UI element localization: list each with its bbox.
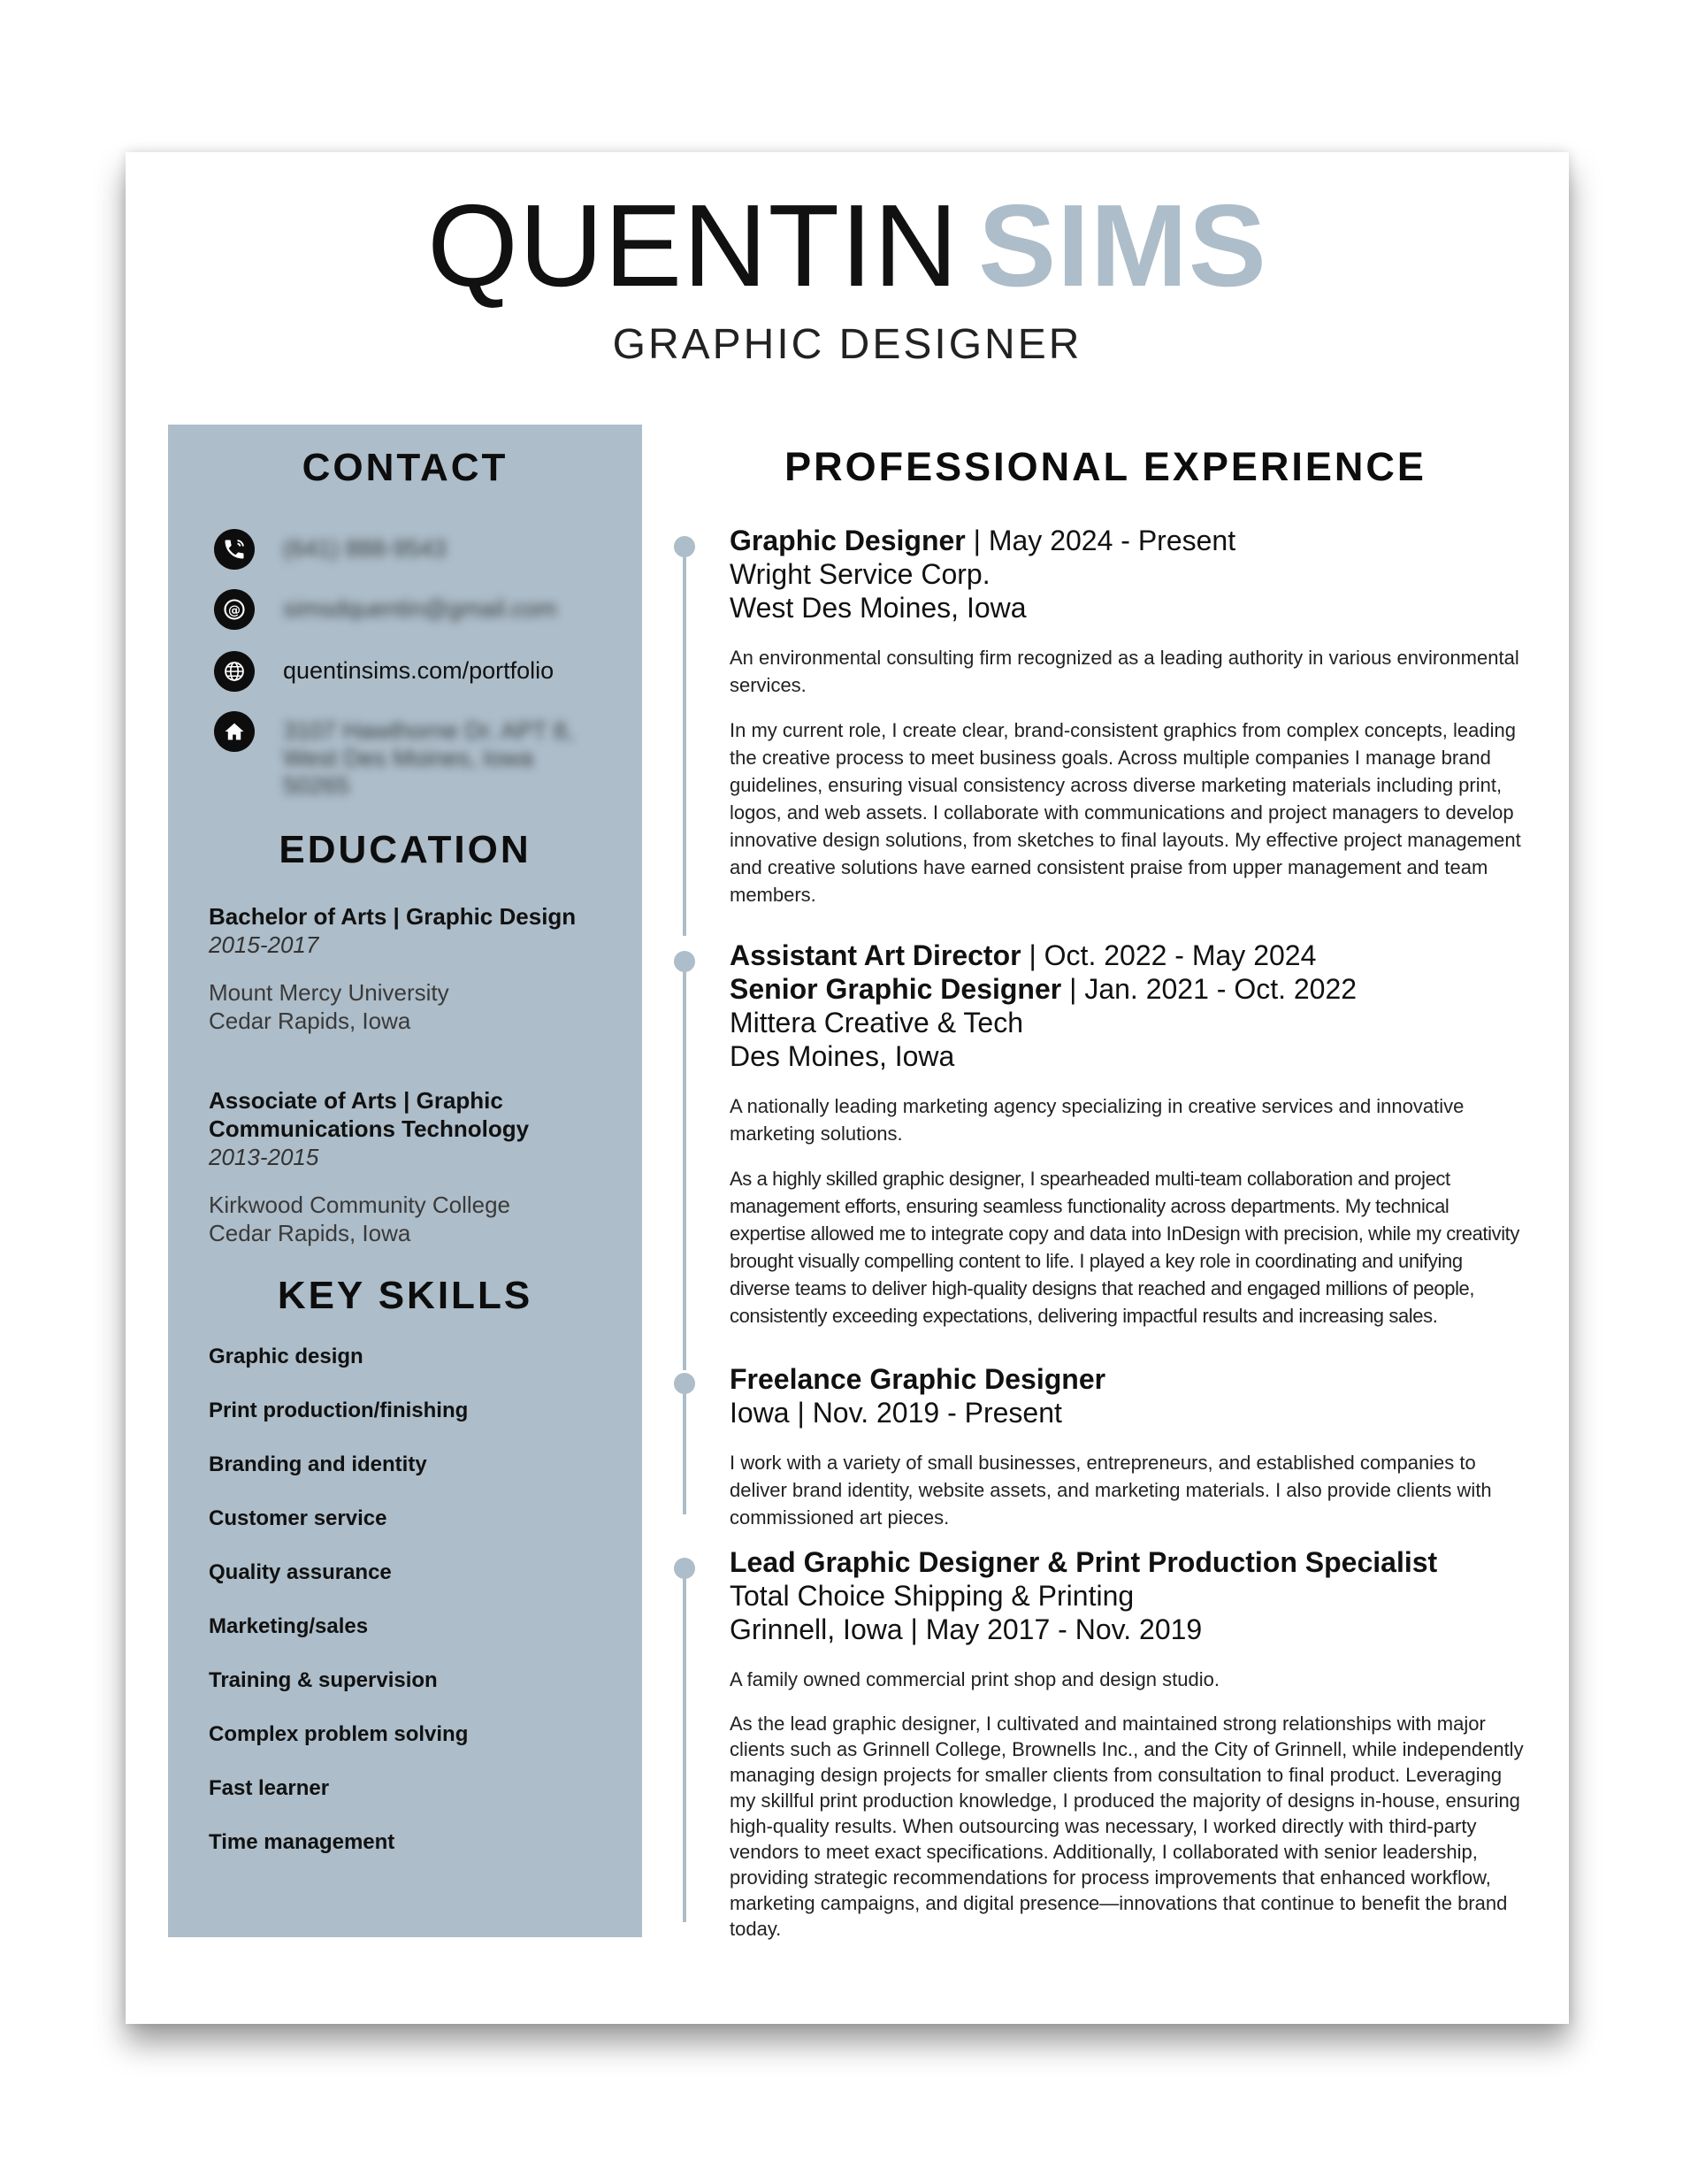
location-dates: Iowa | Nov. 2019 - Present	[730, 1397, 1062, 1429]
education-entry	[209, 1086, 624, 1247]
job-title-line	[730, 1545, 1526, 1579]
degree-years: 2015-2017	[209, 931, 319, 958]
job-summary: I work with a variety of small businesses, entrepreneurs, and established companies to deliver brand identity, website assets, and marketing materials. I also provide clients with commissioned art pieces.	[730, 1452, 1492, 1529]
job-summary: As a highly skilled graphic designer, I spearheaded multi-team collaboration and project management efforts, ensuring seamless functionality across departments. My technical expertise allowed me to integrate copy and data into InDesign with precision, while my creativity brought visually compelling content to life. I played a key role in coordinating and unifying diverse teams to deliver high-quality designs that reached and engaged millions of people, consistently exceeding expectations, delivering impactful results and increasing sales.	[730, 1168, 1519, 1327]
timeline-line	[683, 547, 686, 936]
position-title: Senior Graphic Designer	[730, 973, 1062, 1005]
position-dates: | Jan. 2021 - Oct. 2022	[1061, 973, 1358, 1005]
job-entry	[730, 1362, 1526, 1531]
school-location: Cedar Rapids, Iowa	[209, 1008, 411, 1034]
first-name: QUENTIN	[427, 180, 960, 310]
company-description: A family owned commercial print shop and design studio.	[730, 1668, 1220, 1690]
job-entry	[730, 524, 1526, 908]
degree: Bachelor of Arts | Graphic Design	[209, 903, 577, 930]
school-name: Mount Mercy University	[209, 979, 449, 1006]
experience-heading: PROFESSIONAL EXPERIENCE	[784, 444, 1426, 489]
company-name: Wright Service Corp.	[730, 558, 990, 590]
skill-item: Quality assurance	[209, 1560, 392, 1584]
resume-header	[126, 180, 1569, 369]
position-dates: | Oct. 2022 - May 2024	[1021, 939, 1317, 971]
timeline-line	[683, 1568, 686, 1922]
position-title: Lead Graphic Designer & Print Production Specialist	[730, 1546, 1438, 1578]
phone-icon	[214, 529, 255, 570]
position-title: Assistant Art Director	[730, 939, 1021, 971]
skill-item: Training & supervision	[209, 1668, 438, 1692]
svg-text:@: @	[228, 603, 241, 618]
company-name: Total Choice Shipping & Printing	[730, 1580, 1135, 1612]
position-title: Freelance Graphic Designer	[730, 1363, 1106, 1395]
skill-item: Marketing/sales	[209, 1614, 369, 1638]
last-name: SIMS	[978, 180, 1267, 310]
degree-line-2: Communications Technology	[209, 1115, 530, 1142]
skill-item: Customer service	[209, 1506, 387, 1530]
sidebar	[168, 425, 642, 1937]
skill-item: Fast learner	[209, 1776, 330, 1800]
education-heading: EDUCATION	[279, 828, 532, 871]
job-summary: As the lead graphic designer, I cultivated and maintained strong relationships with major clients such as Grinnell College, Brownells Inc., and the City of Grinnell, while independently managing design projects for smaller clients from consultation to final product. Leveraging my skillful print production knowledge, I produced the majority of designs in-house, ensuring high-quality results. When outsourcing was necessary, I worked directly with third-party vendors to meet exact specifications. Additionally, I collaborated with senior leadership, providing strategic recommendations for process improvements that enhanced workflow, marketing campaigns, and digital presence—innovations that continue to benefit the brand today.	[730, 1713, 1524, 1940]
address-line-1: 3107 Hawthorne Dr. APT 8,	[283, 717, 574, 744]
globe-icon	[214, 651, 255, 692]
job-summary: In my current role, I create clear, brand-consistent graphics from complex concepts, leading the creative process to meet business goals. Across multiple companies I manage brand guidelines, ensuring visual consistency across diverse marketing materials including print, logos, and web assets. I collaborate with communications and project managers to develop innovative design solutions, from sketches to final layouts. My effective project management and creative solutions have earned consistent praise from upper management and team members.	[730, 719, 1521, 906]
home-icon	[214, 711, 255, 752]
resume-page	[126, 152, 1569, 2024]
job-entry	[730, 939, 1526, 1330]
address	[283, 711, 601, 800]
company-description: A nationally leading marketing agency specializing in creative services and innovative marketing solutions.	[730, 1095, 1465, 1145]
position-title: Graphic Designer	[730, 525, 966, 556]
full-name	[126, 180, 1569, 310]
phone-number: (641) 888-9543	[283, 535, 447, 562]
skills-heading: KEY SKILLS	[277, 1274, 533, 1317]
job-title-line	[730, 972, 1526, 1006]
email-icon	[214, 589, 255, 630]
company-location: West Des Moines, Iowa	[730, 592, 1027, 624]
contact-address	[214, 711, 601, 800]
skill-item: Graphic design	[209, 1345, 363, 1368]
skill-item: Complex problem solving	[209, 1722, 469, 1746]
address-line-2: West Des Moines, Iowa 50265	[283, 745, 534, 799]
job-title-line	[730, 524, 1526, 557]
contact-email	[214, 589, 601, 630]
job-title-line	[730, 939, 1526, 972]
skill-item: Time management	[209, 1830, 395, 1854]
company-name: Mittera Creative & Tech	[730, 1007, 1023, 1038]
job-entry	[730, 1545, 1526, 1942]
email-address: simsdquentin@gmail.com	[283, 595, 557, 622]
timeline-line	[683, 962, 686, 1370]
skill-item: Print production/finishing	[209, 1399, 469, 1422]
company-description: An environmental consulting firm recognized as a leading authority in various environmental services.	[730, 647, 1519, 696]
contact-website[interactable]	[214, 651, 554, 692]
timeline-line	[683, 1383, 686, 1514]
degree: Associate of Arts | Graphic	[209, 1087, 503, 1114]
position-dates: | May 2024 - Present	[965, 525, 1236, 556]
company-location: Des Moines, Iowa	[730, 1040, 955, 1072]
school-name: Kirkwood Community College	[209, 1192, 511, 1218]
contact-phone	[214, 529, 601, 570]
portfolio-link[interactable]: quentinsims.com/portfolio	[283, 657, 555, 684]
school-location: Cedar Rapids, Iowa	[209, 1220, 411, 1246]
degree-years: 2013-2015	[209, 1144, 319, 1170]
education-entry	[209, 902, 624, 1035]
job-title-line	[730, 1362, 1526, 1396]
skill-item: Branding and identity	[209, 1452, 427, 1476]
company-location: Grinnell, Iowa | May 2017 - Nov. 2019	[730, 1613, 1203, 1645]
job-title: GRAPHIC DESIGNER	[612, 321, 1082, 368]
contact-heading: CONTACT	[302, 446, 509, 489]
